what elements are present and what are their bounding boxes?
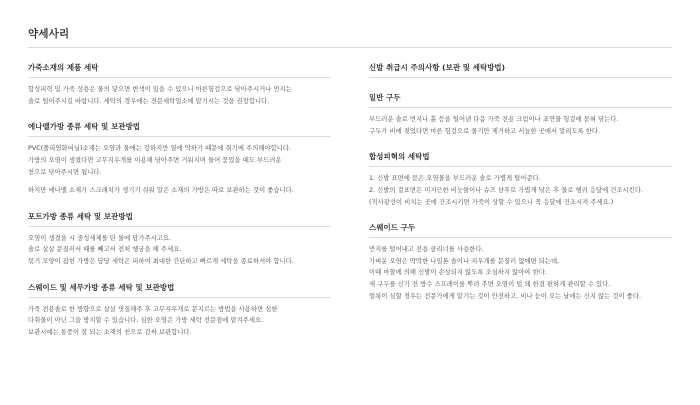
body-line: 가방의 오염이 생겼다면 고무지우개를 이용해 닦아주면 거워지며 물어 묻었을 때도 부드러운 — [28, 156, 282, 164]
right-column — [369, 62, 672, 302]
body-line: 구두가 비에 젖었다면 마른 헝겊으로 물기만 제거하고 서늘한 곳에서 말리도록 한다. — [369, 127, 601, 135]
body-line: 솔로 털어주시길 바랍니다. 세탁의 경우에는 전문세탁업소에 맡기시는 것을 권장합니다. — [28, 97, 270, 105]
section-heading: 에나멜가방 종류 세탁 및 보관방법 — [28, 122, 141, 132]
section-heading: 포트가방 종류 세탁 및 보관방법 — [28, 211, 133, 221]
section-divider — [369, 77, 672, 78]
section-divider — [28, 77, 331, 78]
body-line: 부드러운 솔로 먼지나 흙 등을 털어낸 다음 가죽 전용 크림이나 죠연물 헝겊에 묻혀 닦는다. — [369, 116, 619, 123]
section-leather-product-wash — [28, 62, 331, 107]
body-line: 먼지를 털어내고 전용 클리너를 사용한다. — [369, 246, 484, 254]
section-divider — [28, 136, 331, 137]
body-line: 1. 신발 표면에 묻은 오염물을 부드러운 솔로 가볍게 털어준다. — [369, 175, 541, 183]
section-body — [28, 233, 331, 268]
content-columns — [28, 62, 672, 339]
section-divider — [28, 226, 331, 227]
body-line: 오염이 생겼을 시 중성세제를 탄 물에 담가주시고요. — [28, 234, 172, 242]
section-heading: 스웨이드 및 세무가방 종류 세탁 및 보관방법 — [28, 282, 175, 292]
section-synthetic-leather-wash — [369, 151, 672, 208]
body-line: 하지만 에나멜 소재가 스크래치가 생기기 쉬워 말은 소재의 가방은 따로 보관하는 것이 좋습니다. — [28, 187, 294, 195]
body-line: 다취물이 아닌 그을 방지할 수 있습니다. 심한 오염은 가방 세탁 전문점에 맡겨주세요. — [28, 317, 264, 325]
body-line: 얼룩이 심할 경우는 전문가에게 맡기는 것이 안전하고, 비나 눈이 오는 날에는 신지 않는 것이 좋다. — [369, 292, 642, 300]
section-body — [369, 244, 672, 302]
body-line: 이때 마찰에 의해 신발이 손상되지 않도록 조심하지 않아야 한다. — [369, 269, 547, 277]
title-divider — [28, 47, 672, 48]
section-heading: 가죽소재의 제품 세탁 — [28, 63, 99, 72]
section-shoe-care-notice — [369, 62, 672, 78]
body-line: PVC(폴리염화비닐)소재는 오염과 물에는 강하지만 열에 악하기 때문에 취기에 주의해야합니다. — [28, 145, 292, 153]
section-divider — [369, 237, 672, 238]
section-enamel-bag-care — [28, 121, 331, 197]
section-suede-bag-care — [28, 282, 331, 339]
section-fabric-bag-care — [28, 211, 331, 268]
left-column — [28, 62, 331, 339]
body-line: 새 구두를 신기 전 방수 스프레이를 뿌려 주면 오염이 덜 돼 한결 편하게 관리할 수 있다. — [369, 281, 611, 289]
body-line: 2. 신발의 겉표면은 미지근한 비눗물이나 슈즈 샴푸로 가볍게 닦은 후 물로 헹궈 응달에 건조시킨다. — [369, 186, 644, 194]
body-line: 보관시에는 통풍이 잘 되는 소재의 천으로 감싸 보관합니다. — [28, 329, 192, 337]
section-body — [28, 304, 331, 339]
section-heading: 스웨이드 구두 — [369, 223, 416, 233]
section-heading: 신발 취급시 주의사항 (보관 및 세탁방법) — [369, 63, 506, 72]
page-title: 약세사리 — [28, 28, 70, 40]
section-body — [28, 143, 331, 197]
section-general-shoes — [369, 92, 672, 137]
section-body — [369, 173, 672, 208]
section-suede-shoes — [369, 222, 672, 302]
body-line: 가벼운 오염은 딱딱한 나일론 솔이나 지우개를 문질러 없애면 되는데, — [369, 257, 560, 265]
section-body — [369, 114, 672, 137]
body-line: 천으로 닦아주시면 됩니다. — [28, 168, 102, 176]
section-heading: 합성피혁의 세탁법 — [369, 152, 430, 162]
section-divider — [369, 166, 672, 167]
section-body — [28, 84, 331, 107]
body-line: (직사광선이 비치는 곳에 건조시키면 가죽이 상할 수 있으니 꼭 응달에 건조시켜 주세요.) — [369, 198, 614, 206]
body-line: 가죽 전용솔로 한 방향으로 살살 빗질해주 후 고무지우개로 문지르는 방법을 사용하면 심한 — [28, 305, 278, 313]
section-divider — [28, 297, 331, 298]
section-heading: 일반 구두 — [369, 93, 401, 102]
section-divider — [369, 107, 672, 108]
body-line: 묶기 모양이 잡힌 가방은 담당 세탁은 피하여 최대한 간단하고 빠르게 세탁을 종료하셔야 합니다. — [28, 258, 294, 266]
body-line: 합성피혁 및 가죽 성용은 물의 닿으면 변색이 있을 수 있으니 마른헝겊으로 닦아주시거나 먼지는 — [28, 86, 292, 93]
body-line: 솔로 살살 문질러서 때를 빼고서 전처 헹굼을 해 주세요. — [28, 246, 182, 254]
